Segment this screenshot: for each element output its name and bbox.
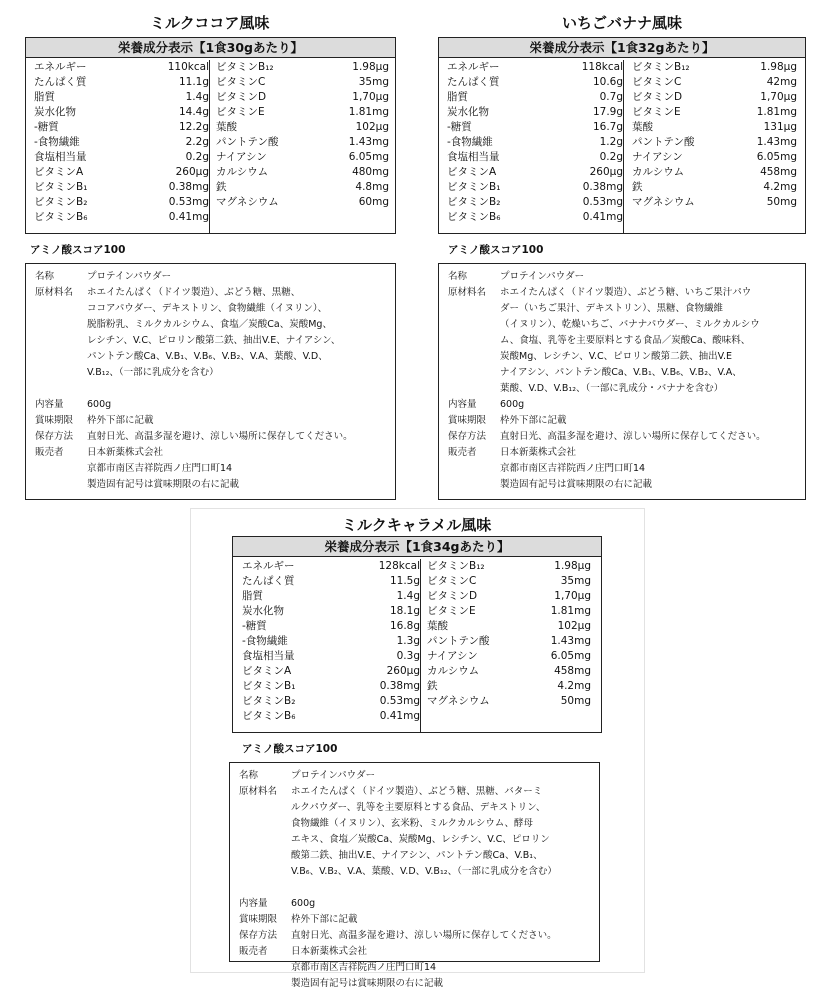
nutrient-value: 6.05mg	[550, 650, 591, 662]
expiry-line: 枠外下部に記載	[87, 415, 154, 426]
nutrient-value: 0.41mg	[168, 211, 209, 223]
ingredients-line: 食物繊維（イヌリン）、玄米粉、ミルクカルシウム、酵母	[291, 818, 534, 829]
nutrient-value: 1.2g	[599, 136, 623, 148]
nutrient-name: -食物繊維	[447, 136, 493, 148]
nutrient-name: ビタミンB₆	[242, 710, 296, 722]
product-info-caramel	[229, 762, 600, 989]
seller-line: 京都市南区吉祥院西ノ庄門口町14	[291, 962, 437, 973]
nutrient-name: ビタミンB₆	[34, 211, 88, 223]
nutrient-row	[427, 589, 591, 604]
ingredients-label: 原材料名	[448, 287, 487, 298]
nutrient-row	[427, 604, 591, 619]
nutrient-name: パントテン酸	[632, 136, 695, 148]
nutrition-left-column	[34, 60, 209, 233]
nutrient-name: 炭水化物	[242, 605, 284, 617]
ingredients-line: （イヌリン）、乾燥いちご、バナナパウダー、ミルクカルシウ	[500, 319, 760, 330]
nutrient-name: たんぱく質	[34, 76, 87, 88]
ingredients-line: レシチン、V.C、ピロリン酸第二鉄、抽出V.E、ナイアシン、	[87, 335, 341, 346]
nutrient-name: ビタミンE	[632, 106, 681, 118]
nutrient-row	[447, 180, 623, 195]
nutrient-name: -糖質	[34, 121, 59, 133]
nutrient-value: 1.81mg	[348, 106, 389, 118]
nutrient-value: 18.1g	[389, 605, 420, 617]
nutrition-left-column	[447, 60, 623, 233]
seller-line: 京都市南区吉祥院西ノ庄門口町14	[500, 463, 646, 474]
nutrient-row	[447, 165, 623, 180]
nutrient-value: 14.4g	[178, 106, 209, 118]
nutrient-value: 2.2g	[185, 136, 209, 148]
nutrition-header: 栄養成分表示【1食32gあたり】	[439, 38, 805, 58]
nutrient-name: 食塩相当量	[242, 650, 295, 662]
expiry-value	[87, 413, 154, 429]
nutrient-row	[242, 559, 420, 574]
seller-label: 販売者	[448, 447, 477, 458]
ingredients-line: パントテン酸Ca、V.B₁、V.B₆、V.B₂、V.A、葉酸、V.D、	[87, 351, 328, 362]
nutrient-row	[242, 574, 420, 589]
product-name-label: 名称	[239, 770, 259, 781]
ingredients-line: 脱脂粉乳、ミルクカルシウム、食塩／炭酸Ca、炭酸Mg、	[87, 319, 332, 330]
seller-value	[500, 445, 652, 493]
product-info-strawberry-banana	[438, 263, 806, 500]
nutrient-name: ビタミンB₁₂	[427, 560, 485, 572]
nutrient-row	[632, 90, 797, 105]
nutrient-name: 脂質	[447, 91, 468, 103]
nutrient-value: 0.53mg	[168, 196, 209, 208]
nutrient-value: 128kcal	[378, 560, 420, 572]
product-name-line: プロテインパウダー	[500, 271, 585, 282]
nutrient-value: 260μg	[175, 166, 209, 178]
nutrient-value: 1.98μg	[760, 61, 797, 73]
seller-label: 販売者	[35, 447, 64, 458]
storage-value	[87, 429, 353, 445]
nutrient-row	[216, 60, 389, 75]
nutrient-row	[447, 105, 623, 120]
ingredients-line: ホエイたんぱく（ドイツ製造）、ぶどう糖、黒糖、バターミ	[291, 786, 543, 797]
amino-score-caramel: アミノ酸スコア100	[242, 743, 338, 755]
nutrient-name: -糖質	[447, 121, 472, 133]
nutrient-name: マグネシウム	[427, 695, 490, 707]
nutrient-name: ナイアシン	[632, 151, 683, 163]
nutrient-value: 16.7g	[592, 121, 623, 133]
nutrient-name: ビタミンB₂	[447, 196, 501, 208]
nutrient-name: 鉄	[427, 680, 438, 692]
nutrient-row	[447, 75, 623, 90]
nutrient-row	[632, 135, 797, 150]
nutrient-row	[632, 105, 797, 120]
nutrient-row	[632, 150, 797, 165]
nutrient-value: 0.7g	[599, 91, 623, 103]
nutrition-right-column	[420, 559, 591, 732]
nutrient-row	[632, 120, 797, 135]
nutrient-value: 50mg	[766, 196, 797, 208]
ingredients-label: 原材料名	[35, 287, 74, 298]
nutrient-value: 35mg	[560, 575, 591, 587]
nutrient-name: ビタミンB₂	[34, 196, 88, 208]
nutrient-value: 0.53mg	[379, 695, 420, 707]
nutrient-name: マグネシウム	[216, 196, 279, 208]
nutrient-row	[242, 664, 420, 679]
content-line: 600g	[87, 399, 112, 410]
nutrient-row	[34, 180, 209, 195]
nutrient-row	[427, 574, 591, 589]
product-name-label: 名称	[448, 271, 468, 282]
nutrient-name: ビタミンC	[427, 575, 477, 587]
nutrient-row	[632, 165, 797, 180]
nutrient-value: 260μg	[386, 665, 420, 677]
nutrient-name: 鉄	[632, 181, 643, 193]
nutrient-name: ビタミンB₁	[242, 680, 296, 692]
nutrient-value: 11.1g	[178, 76, 209, 88]
nutrient-name: ビタミンE	[216, 106, 265, 118]
nutrient-value: 1,70μg	[760, 91, 797, 103]
nutrient-name: エネルギー	[34, 61, 87, 73]
nutrition-right-column	[209, 60, 389, 233]
nutrient-name: たんぱく質	[447, 76, 500, 88]
nutrition-header: 栄養成分表示【1食30gあたり】	[26, 38, 395, 58]
amino-score-strawberry-banana: アミノ酸スコア100	[448, 244, 544, 256]
nutrient-value: 50mg	[560, 695, 591, 707]
nutrient-row	[447, 120, 623, 135]
nutrient-value: 260μg	[589, 166, 623, 178]
nutrient-name: ビタミンB₆	[447, 211, 501, 223]
seller-line: 日本新薬株式会社	[291, 946, 368, 957]
nutrient-name: たんぱく質	[242, 575, 295, 587]
nutrient-value: 110kcal	[167, 61, 209, 73]
nutrient-name: 葉酸	[216, 121, 237, 133]
ingredients-line: 酸第二鉄、抽出V.E、ナイアシン、パントテン酸Ca、V.B₁、	[291, 850, 543, 861]
nutrient-row	[447, 150, 623, 165]
product-name-line: プロテインパウダー	[87, 271, 172, 282]
nutrient-name: ビタミンB₁₂	[632, 61, 690, 73]
nutrient-name: -食物繊維	[34, 136, 80, 148]
ingredients-line: 葉酸、V.D、V.B₁₂、（一部に乳成分・バナナを含む）	[500, 383, 724, 394]
nutrient-row	[242, 634, 420, 649]
nutrient-name: ビタミンD	[632, 91, 683, 103]
expiry-label: 賞味期限	[448, 415, 487, 426]
nutrient-name: ナイアシン	[427, 650, 478, 662]
ingredients-line: エキス、食塩／炭酸Ca、炭酸Mg、レシチン、V.C、ピロリン	[291, 834, 550, 845]
product-title-strawberry-banana: いちごバナナ風味	[562, 14, 683, 32]
nutrient-row	[34, 150, 209, 165]
nutrient-row	[632, 60, 797, 75]
nutrient-value: 60mg	[358, 196, 389, 208]
nutrient-value: 11.5g	[389, 575, 420, 587]
nutrient-row	[447, 60, 623, 75]
nutrient-row	[447, 195, 623, 210]
nutrient-value: 458mg	[554, 665, 591, 677]
nutrient-name: カルシウム	[632, 166, 685, 178]
nutrient-value: 35mg	[358, 76, 389, 88]
nutrient-name: 鉄	[216, 181, 227, 193]
expiry-label: 賞味期限	[35, 415, 74, 426]
nutrient-name: 炭水化物	[447, 106, 489, 118]
ingredients-value	[500, 285, 760, 397]
nutrient-value: 1,70μg	[352, 91, 389, 103]
nutrient-name: ビタミンA	[34, 166, 84, 178]
seller-value	[87, 445, 239, 493]
nutrient-value: 1.4g	[396, 590, 420, 602]
content-label: 内容量	[448, 399, 477, 410]
nutrient-name: ビタミンA	[242, 665, 292, 677]
nutrient-value: 10.6g	[592, 76, 623, 88]
nutrient-row	[242, 694, 420, 709]
nutrient-name: ビタミンB₁₂	[216, 61, 274, 73]
nutrient-row	[34, 165, 209, 180]
nutrient-name: ナイアシン	[216, 151, 267, 163]
nutrient-value: 1.43mg	[550, 635, 591, 647]
nutrient-row	[447, 210, 623, 225]
nutrient-row	[216, 120, 389, 135]
storage-value	[291, 928, 557, 944]
amino-score-cocoa: アミノ酸スコア100	[30, 244, 126, 256]
content-value	[291, 896, 315, 912]
nutrient-row	[427, 559, 591, 574]
storage-label: 保存方法	[35, 431, 74, 442]
nutrient-value: 1.81mg	[550, 605, 591, 617]
nutrient-value: 12.2g	[178, 121, 209, 133]
ingredients-line: ダー（いちご果汁、デキストリン）、黒糖、食物繊維	[500, 303, 724, 314]
nutrient-value: 1.43mg	[756, 136, 797, 148]
nutrition-table-caramel	[232, 536, 602, 733]
nutrition-header: 栄養成分表示【1食34gあたり】	[233, 537, 601, 557]
nutrient-value: 6.05mg	[348, 151, 389, 163]
seller-line: 製造固有記号は賞味期限の右に記載	[87, 479, 240, 490]
expiry-value	[291, 912, 358, 928]
nutrient-row	[34, 75, 209, 90]
ingredients-label: 原材料名	[239, 786, 278, 797]
content-line: 600g	[500, 399, 525, 410]
nutrient-row	[447, 135, 623, 150]
nutrient-value: 0.2g	[185, 151, 209, 163]
seller-line: 京都市南区吉祥院西ノ庄門口町14	[87, 463, 233, 474]
nutrient-value: 0.41mg	[379, 710, 420, 722]
nutrient-name: エネルギー	[447, 61, 500, 73]
nutrient-value: 102μg	[557, 620, 591, 632]
ingredients-line: ココアパウダー、デキストリン、食物繊維（イヌリン）、	[87, 303, 328, 314]
ingredients-line: ホエイたんぱく（ドイツ製造）、ぶどう糖、黒糖、	[87, 287, 301, 298]
ingredients-line: ホエイたんぱく（ドイツ製造）、ぶどう糖、いちご果汁パウ	[500, 287, 752, 298]
nutrient-row	[427, 679, 591, 694]
ingredients-value	[291, 784, 557, 880]
nutrient-name: ビタミンD	[427, 590, 478, 602]
nutrient-row	[34, 60, 209, 75]
nutrient-name: マグネシウム	[632, 196, 695, 208]
nutrient-name: カルシウム	[427, 665, 480, 677]
nutrient-row	[427, 634, 591, 649]
nutrient-row	[242, 589, 420, 604]
expiry-value	[500, 413, 567, 429]
nutrient-row	[427, 649, 591, 664]
nutrient-value: 1.98μg	[352, 61, 389, 73]
nutrient-value: 0.53mg	[582, 196, 623, 208]
nutrient-value: 1.4g	[185, 91, 209, 103]
nutrient-name: 炭水化物	[34, 106, 76, 118]
storage-label: 保存方法	[239, 930, 278, 941]
nutrient-value: 0.38mg	[582, 181, 623, 193]
expiry-line: 枠外下部に記載	[500, 415, 567, 426]
nutrient-name: カルシウム	[216, 166, 269, 178]
nutrient-value: 102μg	[355, 121, 389, 133]
nutrient-name: -糖質	[242, 620, 267, 632]
nutrient-row	[216, 180, 389, 195]
nutrient-value: 1.43mg	[348, 136, 389, 148]
ingredients-line: ム、食塩、乳等を主要原料とする食品／炭酸Ca、酸味料、	[500, 335, 751, 346]
product-name-value	[87, 269, 171, 285]
storage-label: 保存方法	[448, 431, 487, 442]
ingredients-line: V.B₆、V.B₂、V.A、葉酸、V.D、V.B₁₂、（一部に乳成分を含む）	[291, 866, 557, 877]
nutrient-row	[427, 694, 591, 709]
nutrient-value: 16.8g	[389, 620, 420, 632]
product-title-caramel: ミルクキャラメル風味	[342, 516, 492, 534]
nutrient-row	[242, 649, 420, 664]
nutrient-row	[427, 619, 591, 634]
content-line: 600g	[291, 898, 316, 909]
nutrient-name: 脂質	[242, 590, 263, 602]
nutrient-name: 脂質	[34, 91, 55, 103]
nutrient-value: 17.9g	[592, 106, 623, 118]
nutrient-row	[242, 619, 420, 634]
ingredients-value	[87, 285, 340, 381]
nutrient-name: 食塩相当量	[34, 151, 87, 163]
nutrient-name: ビタミンA	[447, 166, 497, 178]
product-name-value	[500, 269, 584, 285]
nutrient-row	[34, 105, 209, 120]
product-name-label: 名称	[35, 271, 55, 282]
nutrient-row	[427, 664, 591, 679]
nutrient-row	[34, 120, 209, 135]
nutrient-value: 0.2g	[599, 151, 623, 163]
nutrient-name: 葉酸	[427, 620, 448, 632]
nutrition-right-column	[623, 60, 797, 233]
product-title-cocoa: ミルクココア風味	[150, 14, 270, 32]
product-name-line: プロテインパウダー	[291, 770, 376, 781]
nutrient-value: 1.3g	[396, 635, 420, 647]
seller-line: 製造固有記号は賞味期限の右に記載	[291, 978, 444, 989]
nutrient-row	[216, 195, 389, 210]
nutrient-value: 131μg	[763, 121, 797, 133]
nutrient-name: -食物繊維	[242, 635, 288, 647]
expiry-line: 枠外下部に記載	[291, 914, 358, 925]
nutrient-value: 1.81mg	[756, 106, 797, 118]
nutrient-value: 4.8mg	[355, 181, 389, 193]
nutrient-name: パントテン酸	[216, 136, 279, 148]
nutrient-row	[447, 90, 623, 105]
product-info-cocoa	[25, 263, 396, 500]
nutrient-row	[632, 180, 797, 195]
nutrition-left-column	[242, 559, 420, 732]
nutrient-row	[216, 75, 389, 90]
content-value	[500, 397, 524, 413]
nutrient-value: 4.2mg	[763, 181, 797, 193]
nutrient-row	[242, 604, 420, 619]
ingredients-line: ナイアシン、パントテン酸Ca、V.B₁、V.B₆、V.B₂、V.A、	[500, 367, 742, 378]
ingredients-line: ルクパウダー、乳等を主要原料とする食品、デキストリン、	[291, 802, 546, 813]
nutrient-value: 1.98μg	[554, 560, 591, 572]
nutrient-value: 0.3g	[396, 650, 420, 662]
nutrient-name: ビタミンE	[427, 605, 476, 617]
content-label: 内容量	[239, 898, 268, 909]
content-value	[87, 397, 111, 413]
nutrient-name: ビタミンB₁	[447, 181, 501, 193]
nutrient-name: 食塩相当量	[447, 151, 500, 163]
nutrient-value: 458mg	[760, 166, 797, 178]
storage-line: 直射日光、高温多湿を避け、涼しい場所に保存してください。	[291, 930, 557, 941]
storage-line: 直射日光、高温多湿を避け、涼しい場所に保存してください。	[500, 431, 766, 442]
storage-value	[500, 429, 766, 445]
nutrient-row	[216, 90, 389, 105]
nutrient-value: 0.41mg	[582, 211, 623, 223]
nutrient-row	[216, 105, 389, 120]
nutrient-name: ビタミンB₂	[242, 695, 296, 707]
nutrient-name: ビタミンD	[216, 91, 267, 103]
storage-line: 直射日光、高温多湿を避け、涼しい場所に保存してください。	[87, 431, 353, 442]
nutrient-name: ビタミンB₁	[34, 181, 88, 193]
seller-value	[291, 944, 443, 992]
nutrient-value: 0.38mg	[379, 680, 420, 692]
nutrient-name: 葉酸	[632, 121, 653, 133]
nutrition-table-cocoa	[25, 37, 396, 234]
nutrient-row	[34, 90, 209, 105]
seller-line: 日本新薬株式会社	[87, 447, 164, 458]
nutrient-row	[34, 195, 209, 210]
nutrient-value: 4.2mg	[557, 680, 591, 692]
seller-label: 販売者	[239, 946, 268, 957]
content-label: 内容量	[35, 399, 64, 410]
nutrient-value: 6.05mg	[756, 151, 797, 163]
nutrient-row	[216, 165, 389, 180]
nutrient-row	[34, 135, 209, 150]
nutrient-value: 480mg	[352, 166, 389, 178]
nutrient-value: 0.38mg	[168, 181, 209, 193]
nutrient-name: ビタミンC	[632, 76, 682, 88]
seller-line: 製造固有記号は賞味期限の右に記載	[500, 479, 653, 490]
nutrient-name: パントテン酸	[427, 635, 490, 647]
seller-line: 日本新薬株式会社	[500, 447, 577, 458]
nutrient-name: エネルギー	[242, 560, 295, 572]
nutrient-value: 42mg	[766, 76, 797, 88]
nutrient-row	[632, 195, 797, 210]
nutrient-row	[242, 679, 420, 694]
ingredients-line: 炭酸Mg、レシチン、V.C、ピロリン酸第二鉄、抽出V.E	[500, 351, 732, 362]
nutrition-table-strawberry-banana	[438, 37, 806, 234]
product-name-value	[291, 768, 375, 784]
nutrient-row	[216, 150, 389, 165]
nutrient-value: 1,70μg	[554, 590, 591, 602]
nutrient-row	[242, 709, 420, 724]
nutrient-row	[216, 135, 389, 150]
nutrient-value: 118kcal	[581, 61, 623, 73]
expiry-label: 賞味期限	[239, 914, 278, 925]
ingredients-line: V.B₁₂、（一部に乳成分を含む）	[87, 367, 219, 378]
nutrient-name: ビタミンC	[216, 76, 266, 88]
nutrient-row	[34, 210, 209, 225]
nutrient-row	[632, 75, 797, 90]
